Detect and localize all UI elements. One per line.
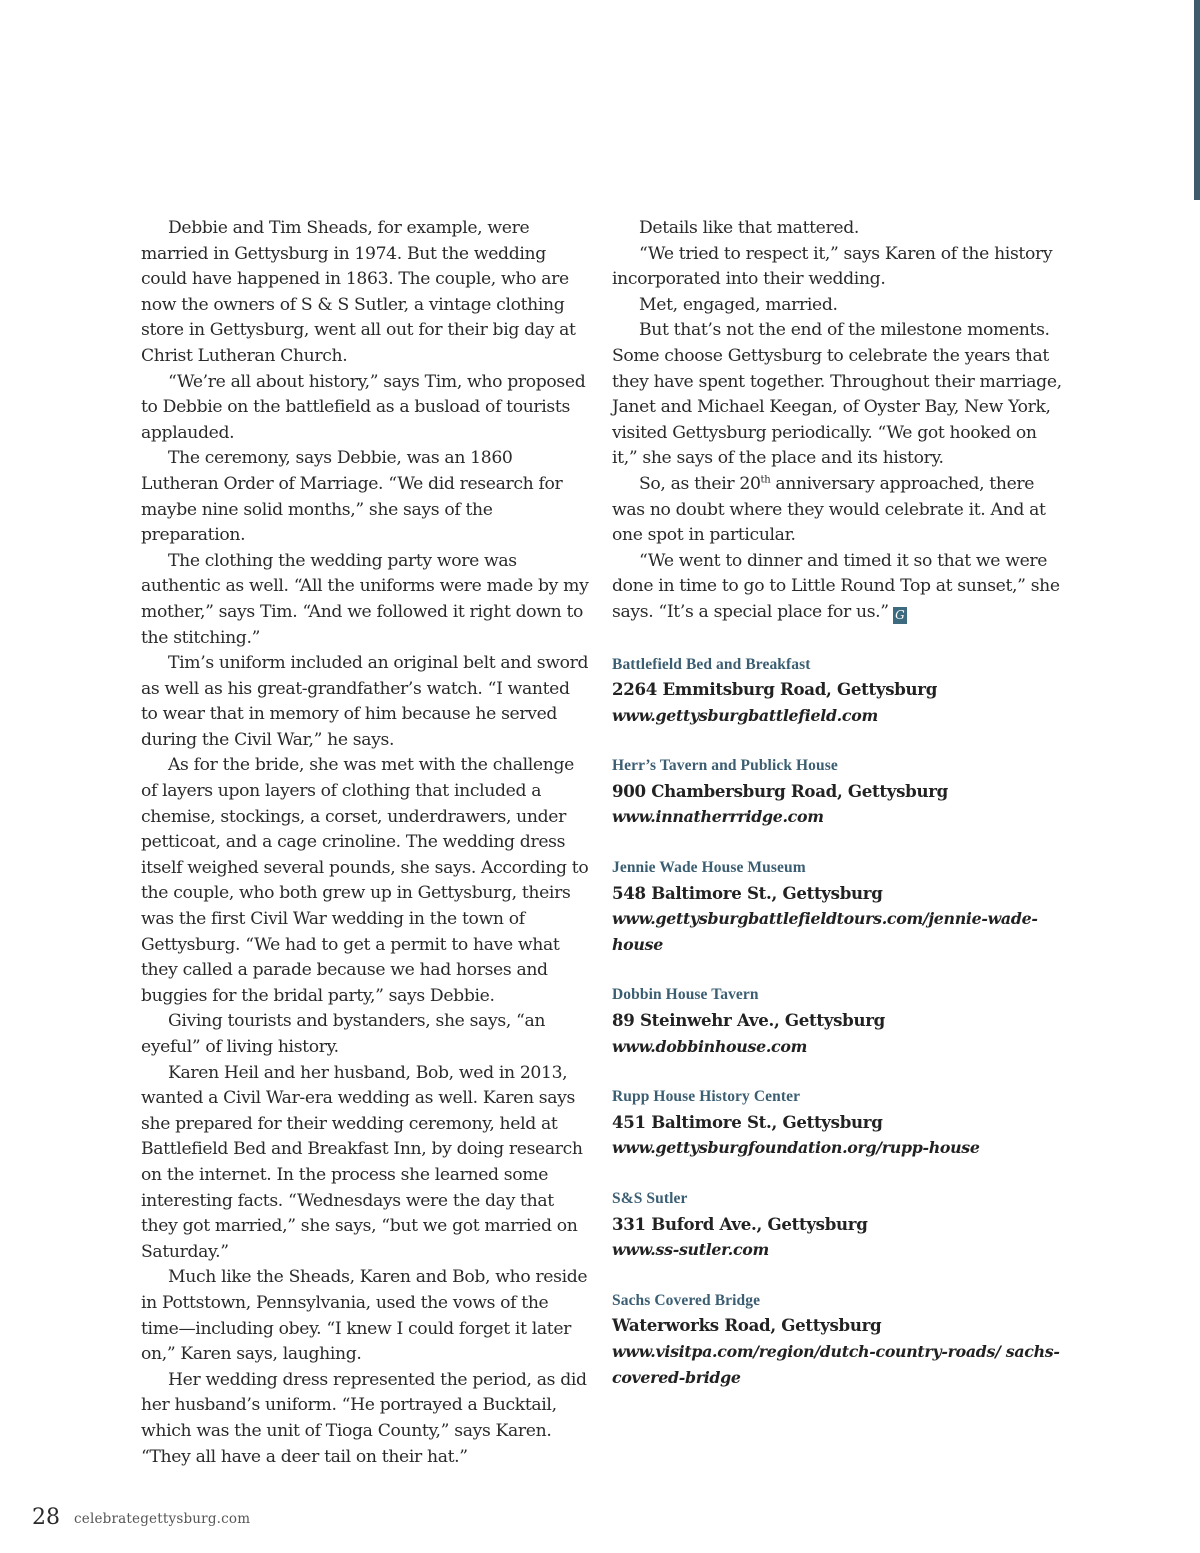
page-number: 28	[32, 1505, 60, 1530]
article-paragraph: Karen Heil and her husband, Bob, wed in 2013, wanted a Civil War-era wedding as well. Karen says she prepared for their wedding ceremony, held at Battlefield Bed and Breakfast Inn, by doing research on the internet. In the process she learned some interesting facts. “Wednesdays were the day that they got married,” she says, “but we got married on Saturday.”	[141, 1062, 583, 1262]
listing-name: Herr’s Tavern and Publick House	[612, 757, 838, 775]
article-paragraph: Details like that mattered.	[639, 218, 859, 238]
listing-address: 89 Steinwehr Ave., Gettysburg	[612, 1010, 885, 1031]
article-paragraph: “We tried to respect it,” says Karen of the history incorporated into their wedding.	[612, 243, 1053, 290]
anniversary-text-start: So, as their 20	[639, 473, 761, 494]
listing-item	[612, 1186, 1064, 1263]
article-paragraph: Met, engaged, married.	[639, 294, 838, 315]
listing-item	[612, 855, 1064, 957]
end-mark-icon: G	[893, 607, 907, 624]
article-column-left	[141, 216, 589, 1470]
closing-text: “We went to dinner and timed it so that we were done in time to go to Little Round Top at sunset,” she says. “It’s a special place for us.”	[612, 550, 1060, 622]
listing-address: 451 Baltimore St., Gettysburg	[612, 1111, 883, 1132]
article-paragraph: Much like the Sheads, Karen and Bob, who reside in Pottstown, Pennsylvania, used the vows of the time—including obey. “I knew I could forget it later on,” Karen says, laughing.	[141, 1267, 588, 1365]
anniversary-text-end: anniversary approached, there was no doubt where they would celebrate it. And at one spot in particular.	[612, 473, 1046, 546]
listing-item	[612, 1288, 1064, 1390]
article-paragraph: Debbie and Tim Sheads, for example, were married in Gettysburg in 1974. But the wedding could have happened in 1863. The couple, who are now the owners of S & S Sutler, a vintage clothing store in Gettysburg, went all out for their big day at Christ Lutheran Church.	[141, 218, 576, 366]
listing-name: S&S Sutler	[612, 1190, 688, 1207]
listing-url[interactable]: www.gettysburgbattlefieldtours.com/jennie-wade-house	[612, 909, 1038, 954]
ordinal-suffix: th	[760, 474, 771, 486]
listing-name: Jennie Wade House Museum	[612, 859, 806, 877]
listing-item	[612, 1084, 1064, 1161]
article-paragraph: The ceremony, says Debbie, was an 1860 Lutheran Order of Marriage. “We did research for maybe nine solid months,” she says of the preparation.	[141, 448, 563, 546]
article-paragraph: “We’re all about history,” says Tim, who proposed to Debbie on the battlefield as a busload of tourists applauded.	[141, 371, 586, 443]
listing-url[interactable]: www.ss-sutler.com	[612, 1240, 769, 1260]
listing-url[interactable]: www.visitpa.com/region/dutch-country-roads/ sachs-covered-bridge	[612, 1341, 1060, 1387]
listing-address: 331 Buford Ave., Gettysburg	[612, 1213, 868, 1234]
closing-paragraph	[612, 549, 1064, 626]
article-paragraph: Her wedding dress represented the period, as did her husband’s uniform. “He portrayed a Bucktail, which was the unit of Tioga County,” says Karen. “They all have a deer tail on their hat.”	[141, 1369, 587, 1467]
listing-address: 548 Baltimore St., Gettysburg	[612, 882, 883, 903]
listing-name: Dobbin House Tavern	[612, 986, 759, 1004]
article-paragraph: Tim’s uniform included an original belt and sword as well as his great-grandfather’s watch. “I wanted to wear that in memory of him because he served during the Civil War,” he says.	[141, 653, 589, 750]
listing-item	[612, 753, 1064, 830]
article-paragraph: The clothing the wedding party wore was authentic as well. “All the uniforms were made by my mother,” says Tim. “And we followed it right down to the stitching.”	[141, 550, 589, 648]
listing-item	[612, 982, 1064, 1059]
article-paragraph: As for the bride, she was met with the challenge of layers upon layers of clothing that included a chemise, stockings, a corset, underdrawers, under petticoat, and a cage crinoline. The wedding dress itself weighed several pounds, she says. According to the couple, who both grew up in Gettysburg, theirs was the first Civil War wedding in the town of Gettysburg. “We had to get a permit to have what they called a parade because we had horses and buggies for the bridal party,” says Debbie.	[141, 755, 589, 1006]
footer-site-url[interactable]: celebrategettysburg.com	[74, 1511, 251, 1527]
listing-url[interactable]: www.gettysburgfoundation.org/rupp-house	[612, 1138, 980, 1158]
article-column-right	[612, 216, 1064, 1415]
listing-url[interactable]: www.dobbinhouse.com	[612, 1036, 807, 1056]
listing-url[interactable]: www.gettysburgbattlefield.com	[612, 705, 878, 725]
venue-listings	[612, 652, 1064, 1391]
article-paragraph: But that’s not the end of the milestone moments. Some choose Gettysburg to celebrate the years that they have spent together. Throughout their marriage, Janet and Michael Keegan, of Oyster Bay, New York, visited Gettysburg periodically. “We got hooked on it,” she says of the place and its history.	[612, 320, 1062, 469]
listing-address: 900 Chambersburg Road, Gettysburg	[612, 780, 948, 801]
listing-url[interactable]: www.innatherrridge.com	[612, 807, 824, 827]
listing-address: Waterworks Road, Gettysburg	[612, 1315, 882, 1336]
listing-name: Rupp House History Center	[612, 1088, 801, 1106]
listing-address: 2264 Emmitsburg Road, Gettysburg	[612, 679, 938, 700]
page-edge-accent-bar	[1194, 0, 1200, 200]
listing-item	[612, 652, 1064, 729]
listing-name: Battlefield Bed and Breakfast	[612, 655, 811, 673]
listing-name: Sachs Covered Bridge	[612, 1291, 761, 1309]
anniversary-paragraph	[612, 472, 1064, 549]
article-paragraph: Giving tourists and bystanders, she says, “an eyeful” of living history.	[141, 1011, 546, 1057]
